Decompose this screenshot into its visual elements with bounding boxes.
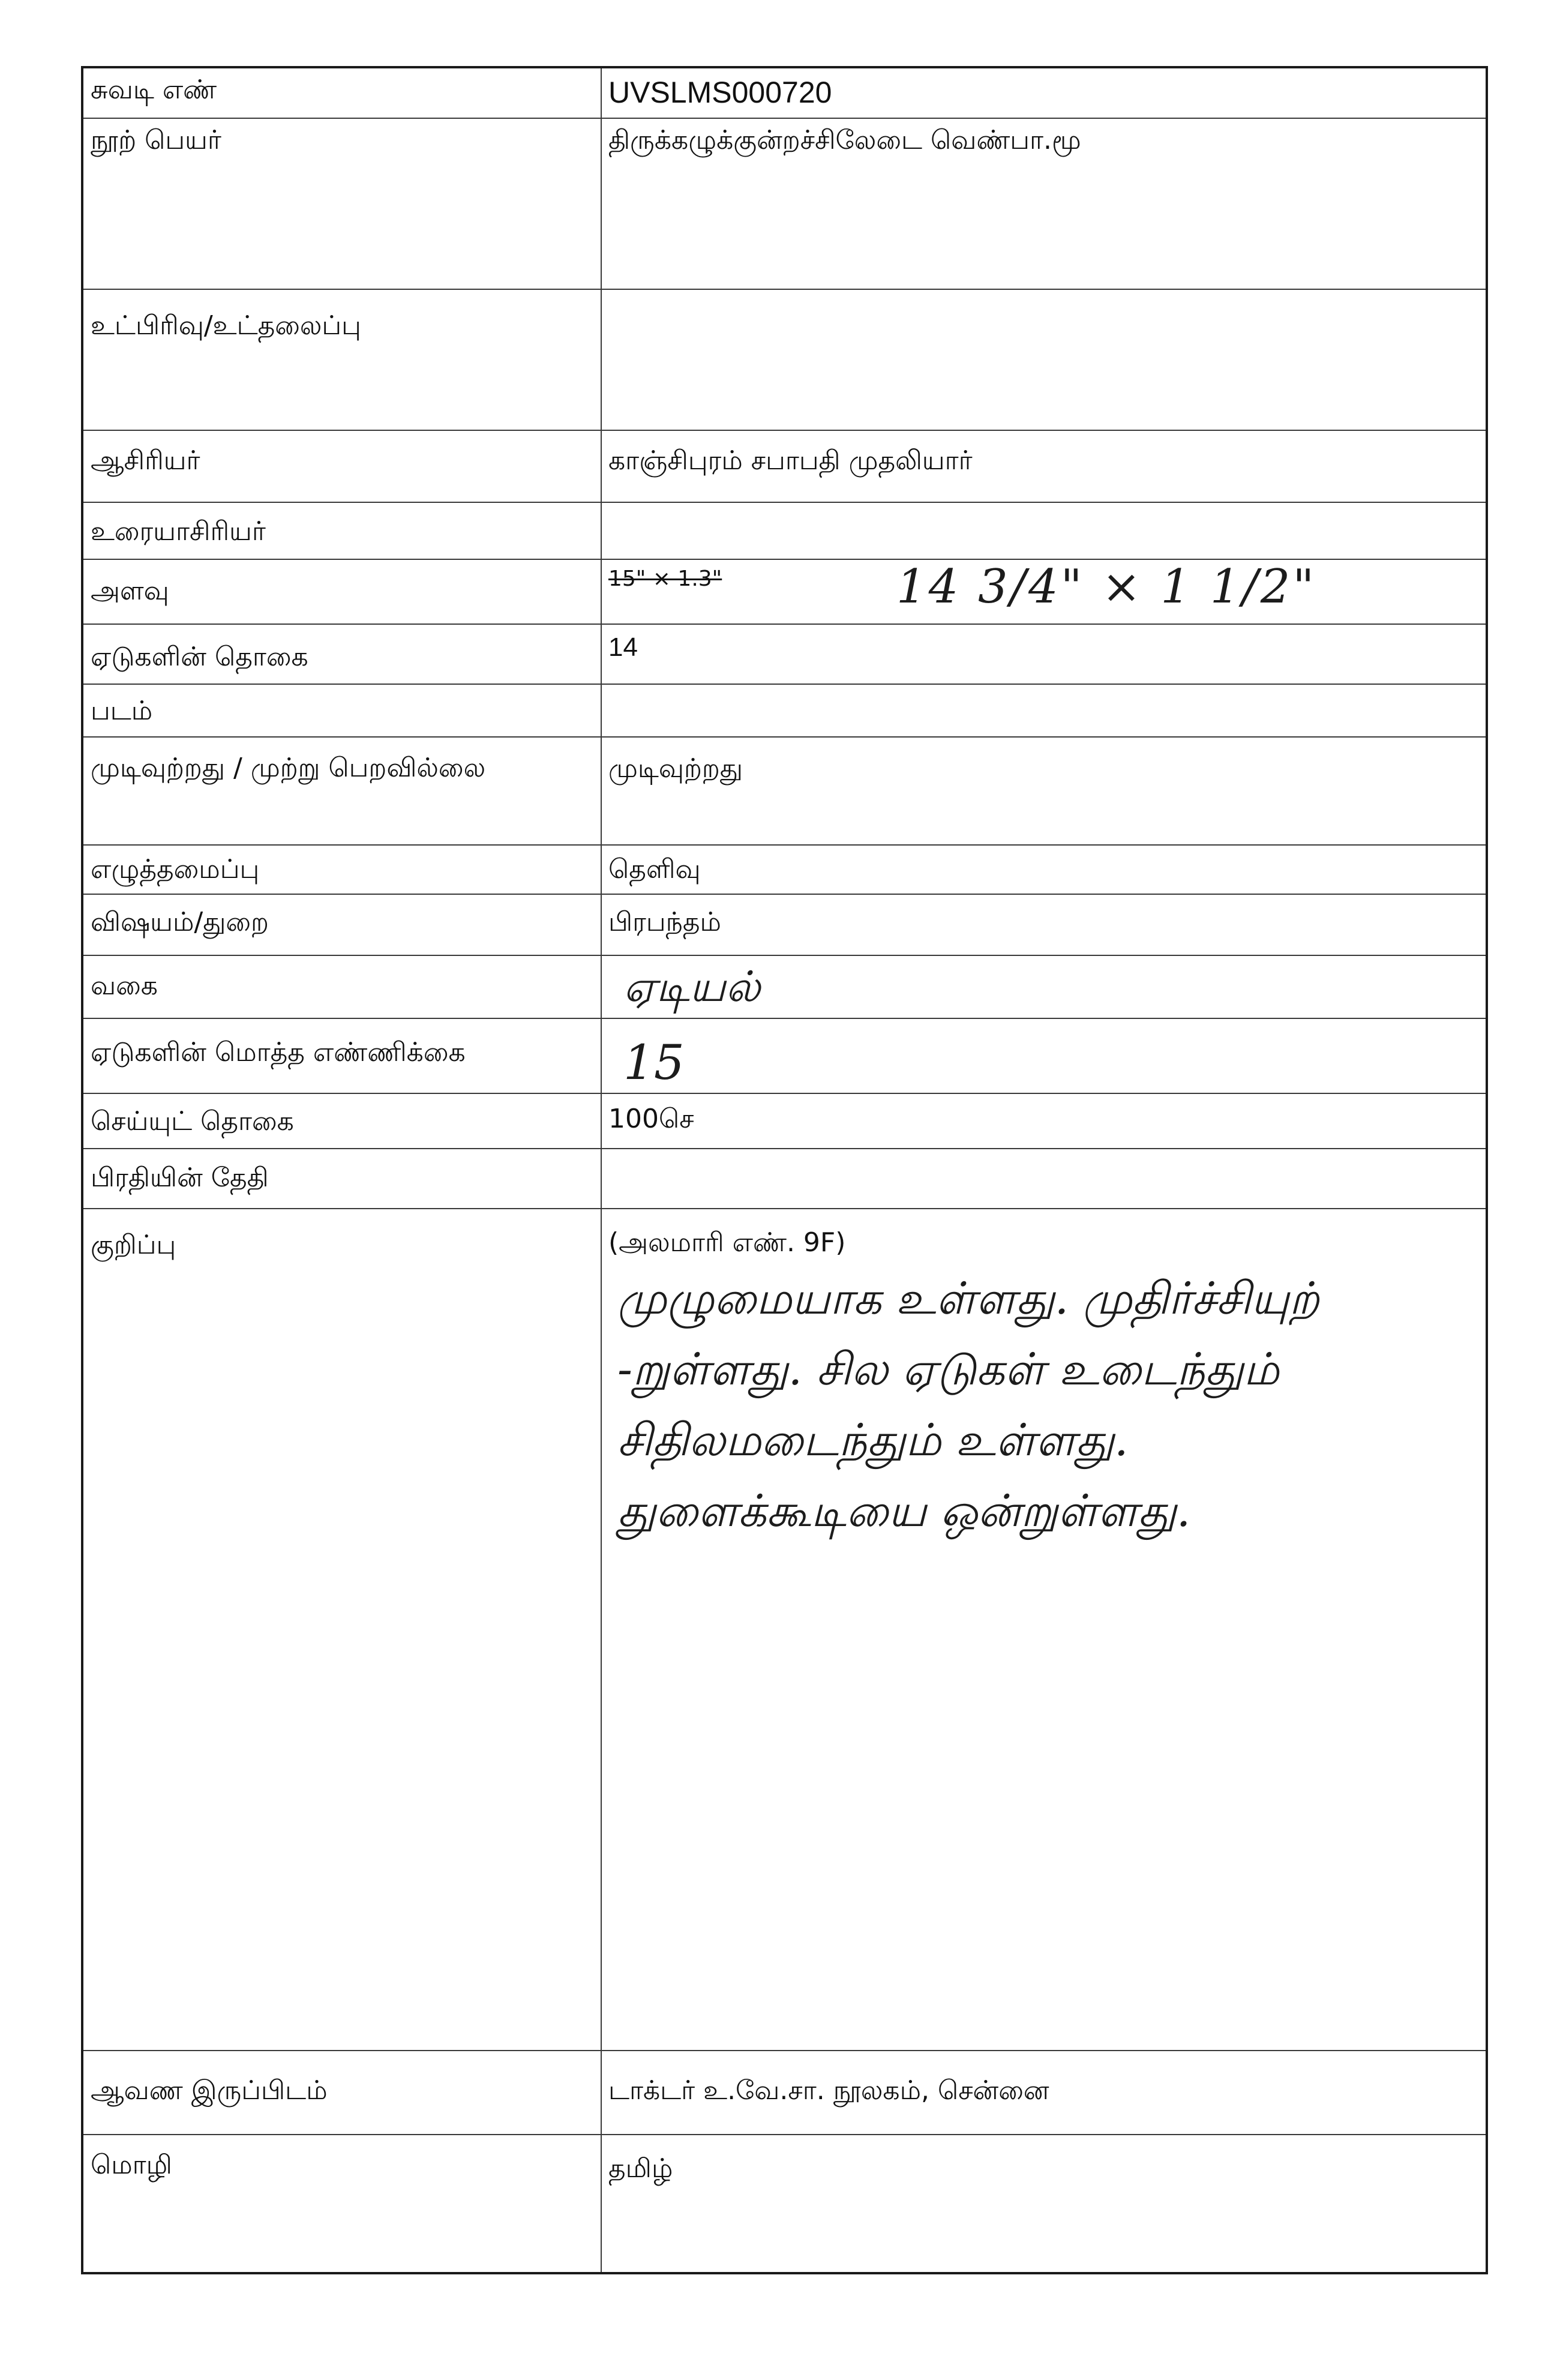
column-divider bbox=[601, 2051, 602, 2134]
column-divider bbox=[601, 290, 602, 430]
row-subject bbox=[83, 894, 1486, 955]
label-manuscript-no: சுவடி எண் bbox=[91, 74, 217, 105]
value-size-handwritten: 14 3/4" × 1 1/2" bbox=[896, 560, 1317, 614]
value-leaf-count: 14 bbox=[608, 633, 638, 662]
value-size-struck: 15" × 1.3" bbox=[608, 566, 722, 591]
column-divider bbox=[601, 1209, 602, 2050]
value-completeness: முடிவுற்றது bbox=[608, 753, 743, 784]
row-title bbox=[83, 118, 1486, 289]
value-language: தமிழ் bbox=[608, 2153, 673, 2184]
column-divider bbox=[601, 68, 602, 118]
value-archive-location: டாக்டர் உ.வே.சா. நூலகம், சென்னை bbox=[608, 2075, 1049, 2106]
column-divider bbox=[601, 119, 602, 289]
row-script bbox=[83, 844, 1486, 894]
column-divider bbox=[601, 1094, 602, 1148]
row-copy-date bbox=[83, 1148, 1486, 1208]
column-divider bbox=[601, 1019, 602, 1093]
row-verse-count bbox=[83, 1093, 1486, 1148]
column-divider bbox=[601, 1149, 602, 1208]
remarks-note-line: துளைக்கூடியை ஒன்றுள்ளது. bbox=[617, 1485, 1191, 1537]
value-author: காஞ்சிபுரம் சபாபதி முதலியார் bbox=[608, 445, 973, 476]
row-type bbox=[83, 955, 1486, 1018]
label-title: நூற் பெயர் bbox=[91, 125, 221, 155]
row-subtitle bbox=[83, 289, 1486, 430]
column-divider bbox=[601, 846, 602, 894]
label-verse-count: செய்யுட் தொகை bbox=[91, 1106, 294, 1137]
column-divider bbox=[601, 685, 602, 736]
label-script: எழுத்தமைப்பு bbox=[91, 854, 260, 885]
column-divider bbox=[601, 560, 602, 624]
row-total-leaves bbox=[83, 1018, 1486, 1093]
column-divider bbox=[601, 503, 602, 559]
column-divider bbox=[601, 431, 602, 502]
column-divider bbox=[601, 895, 602, 955]
label-leaf-count: ஏடுகளின் தொகை bbox=[91, 642, 308, 672]
column-divider bbox=[601, 625, 602, 684]
remarks-note-line: -றுள்ளது. சில ஏடுகள் உடைந்தும் bbox=[617, 1344, 1280, 1395]
label-language: மொழி bbox=[91, 2150, 172, 2180]
row-commentator bbox=[83, 502, 1486, 559]
label-author: ஆசிரியர் bbox=[91, 445, 200, 476]
value-verse-count: 100செ bbox=[608, 1104, 694, 1134]
value-script: தெளிவு bbox=[608, 854, 701, 885]
remarks-note-line: முழுமையாக உள்ளது. முதிர்ச்சியுற் bbox=[617, 1273, 1319, 1324]
row-manuscript-no bbox=[83, 68, 1486, 118]
label-commentator: உரையாசிரியர் bbox=[91, 516, 266, 547]
label-type: வகை bbox=[91, 970, 158, 1001]
label-remarks: குறிப்பு bbox=[91, 1230, 176, 1260]
row-size bbox=[83, 559, 1486, 624]
row-leaf-count bbox=[83, 624, 1486, 684]
label-archive-location: ஆவண இருப்பிடம் bbox=[91, 2075, 328, 2106]
row-remarks bbox=[83, 1208, 1486, 2050]
value-subject: பிரபந்தம் bbox=[608, 907, 721, 937]
row-language bbox=[83, 2134, 1486, 2272]
label-total-leaves: ஏடுகளின் மொத்த எண்ணிக்கை bbox=[91, 1037, 466, 1068]
column-divider bbox=[601, 738, 602, 844]
value-type-handwritten: ஏடியல் bbox=[623, 962, 761, 1011]
row-archive-location bbox=[83, 2050, 1486, 2134]
label-subject: விஷயம்/துறை bbox=[91, 907, 269, 937]
label-size: அளவு bbox=[91, 575, 169, 606]
row-author bbox=[83, 430, 1486, 502]
value-total-leaves-handwritten: 15 bbox=[623, 1035, 685, 1090]
column-divider bbox=[601, 2135, 602, 2272]
value-remarks-shelf: (அலமாரி எண். 9F) bbox=[608, 1227, 846, 1258]
row-completeness bbox=[83, 736, 1486, 844]
label-completeness: முடிவுற்றது / முற்று பெறவில்லை bbox=[91, 753, 486, 783]
manuscript-record-table bbox=[81, 66, 1488, 2274]
label-subtitle: உட்பிரிவு/உட்தலைப்பு bbox=[91, 310, 361, 341]
remarks-handwritten-notes bbox=[617, 1263, 1469, 1546]
value-title: திருக்கழுக்குன்றச்சிலேடை வெண்பா.மூ bbox=[608, 125, 1081, 155]
column-divider bbox=[601, 956, 602, 1018]
label-picture: படம் bbox=[91, 696, 153, 726]
label-copy-date: பிரதியின் தேதி bbox=[91, 1162, 269, 1193]
row-picture bbox=[83, 684, 1486, 736]
remarks-note-line: சிதிலமடைந்தும் உள்ளது. bbox=[617, 1414, 1129, 1466]
value-manuscript-no: UVSLMS000720 bbox=[608, 76, 832, 109]
